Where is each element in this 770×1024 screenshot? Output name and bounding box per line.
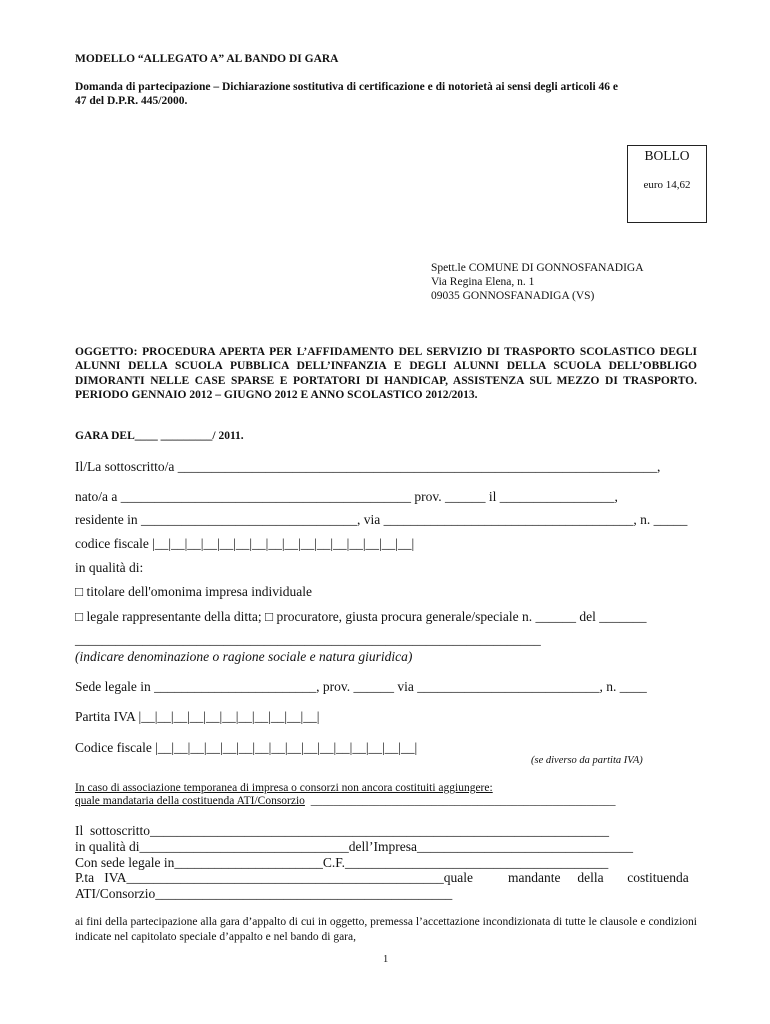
denominazione-note: (indicare denominazione o ragione sociale e natura giuridica)	[75, 649, 413, 664]
sede-legale-field[interactable]: Sede legale in ________________________, prov. ______ via ___________________________, n. ____	[75, 679, 647, 694]
document-subtitle-line1: Domanda di partecipazione – Dichiarazione sostitutiva di certificazione e di notorietà ai sensi degli articoli 46 e	[75, 81, 618, 93]
recipient-line2: Via Regina Elena, n. 1	[431, 276, 535, 288]
bollo-stamp-box	[627, 145, 707, 223]
se-diverso-note: (se diverso da partita IVA)	[531, 755, 643, 766]
ati-heading-blank[interactable]: _____________________________________________________	[304, 795, 616, 807]
ati-sottoscritto-field[interactable]: Il sottoscritto____________________________________________________________________	[75, 823, 609, 838]
nato-field[interactable]: nato/a a ___________________________________________ prov. ______ il _________________,	[75, 489, 618, 504]
codice-fiscale-impresa-field[interactable]: Codice fiscale |__|__|__|__|__|__|__|__|__|__|__|__|__|__|__|__|	[75, 740, 418, 755]
document-title: MODELLO “ALLEGATO A” AL BANDO DI GARA	[75, 53, 339, 65]
bollo-title: BOLLO	[644, 148, 690, 163]
ati-mandante-label: mandante della costituenda	[508, 870, 689, 885]
ati-consorzio-field[interactable]: ATI/Consorzio____________________________________________	[75, 886, 453, 901]
legale-rappresentante-checkbox[interactable]: □ legale rappresentante della ditta; □ procuratore, giusta procura generale/speciale n. ______ del _______	[75, 609, 647, 624]
recipient-line1: Spett.le COMUNE DI GONNOSFANADIGA	[431, 262, 644, 274]
ati-heading-line2	[75, 795, 615, 807]
ati-sede-field[interactable]: Con sede legale in______________________C.F._______________________________________	[75, 855, 609, 870]
page-number: 1	[383, 954, 389, 965]
oggetto-text: OGGETTO: PROCEDURA APERTA PER L’AFFIDAMENTO DEL SERVIZIO DI TRASPORTO SCOLASTICO DEGLI ALUNNI DELLA SCUOLA PUBBLICA DELL’INFANZIA E DEGLI ALUNNI DELLA SCUOLA DELL’OBBLIGO DIMORANTI NELLE CASE SPARSE E PORTATORI DI HANDICAP, ASSISTENZA SUL MEZZO DI TRASPORTO. PERIODO GENNAIO 2012 – GIUGNO 2012 E ANNO SCOLASTICO 2012/2013.	[75, 346, 697, 401]
bollo-amount: euro 14,62	[643, 179, 691, 191]
document-subtitle-line2: 47 del D.P.R. 445/2000.	[75, 95, 188, 107]
recipient-line3: 09035 GONNOSFANADIGA (VS)	[431, 290, 595, 302]
ati-partita-iva-field[interactable]: P.ta IVA_______________________________________________quale	[75, 870, 473, 885]
codice-fiscale-field[interactable]: codice fiscale |__|__|__|__|__|__|__|__|__|__|__|__|__|__|__|__|	[75, 536, 415, 551]
ati-heading-mandataria: quale mandataria della costituenda ATI/Consorzio	[75, 795, 305, 807]
ati-heading-line1: In caso di associazione temporanea di impresa o consorzi non ancora costituiti aggiungere:	[75, 782, 493, 794]
qualita-label: in qualità di:	[75, 560, 144, 575]
titolare-checkbox[interactable]: □ titolare dell'omonima impresa individuale	[75, 584, 313, 599]
denominazione-blank-line[interactable]: _____________________________________________________________________	[75, 632, 541, 647]
gara-line: GARA DEL____ _________/ 2011.	[75, 430, 244, 442]
partita-iva-field[interactable]: Partita IVA |__|__|__|__|__|__|__|__|__|__|__|	[75, 709, 320, 724]
residente-field[interactable]: residente in ________________________________, via _____________________________________, n. _____	[75, 512, 688, 527]
ati-qualita-field[interactable]: in qualità di_______________________________dell’Impresa________________________________	[75, 839, 633, 854]
sottoscritto-field[interactable]: Il/La sottoscritto/a _______________________________________________________________________,	[75, 459, 661, 474]
closing-paragraph: ai fini della partecipazione alla gara d’appalto di cui in oggetto, premessa l’accettazione incondizionata di tutte le clausole e condizioni indicate nel capitolato speciale d’appalto e nel bando di gara,	[75, 916, 697, 943]
